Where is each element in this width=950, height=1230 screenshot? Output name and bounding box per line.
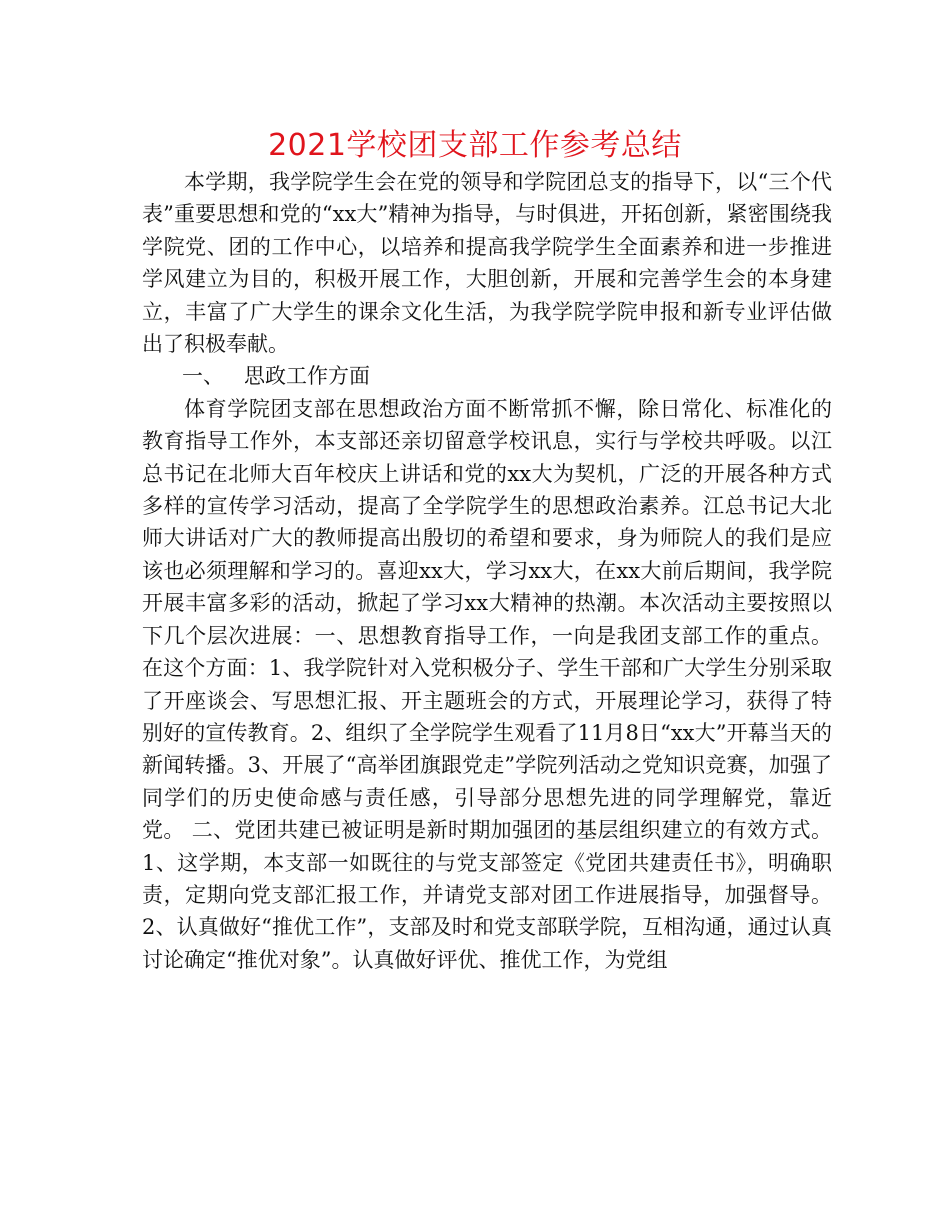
section-heading bbox=[142, 360, 832, 392]
section-paragraph: 体育学院团支部在思想政治方面不断常抓不懈，除日常化、标准化的教育指导工作外，本支部还亲切留意学校讯息，实行与学校共呼吸。以江总书记在北师大百年校庆上讲话和党的xx大为契机，广泛的开展各种方式多样的宣传学习活动，提高了全学院学生的思想政治素养。江总书记大北师大讲话对广大的教师提高出殷切的希望和要求，身为师院人的我们是应该也必须理解和学习的。喜迎xx大，学习xx大，在xx大前后期间，我学院开展丰富多彩的活动，掀起了学习xx大精神的热潮。本次活动主要按照以下几个层次进展：一、思想教育指导工作，一向是我团支部工作的重点。在这个方面：1、我学院针对入党积极分子、学生干部和广大学生分别采取了开座谈会、写思想汇报、开主题班会的方式，开展理论学习，获得了特别好的宣传教育。2、组织了全学院学生观看了11月8日“xx大”开幕当天的新闻转播。3、开展了“高举团旗跟党走”学院列活动之党知识竞赛，加强了同学们的历史使命感与责任感，引导部分思想先进的同学理解党，靠近党。 二、党团共建已被证明是新时期加强团的基层组织建立的有效方式。1、这学期，本支部一如既往的与党支部签定《党团共建责任书》，明确职责，定期向党支部汇报工作，并请党支部对团工作进展指导，加强督导。2、认真做好“推优工作”，支部及时和党支部联学院，互相沟通，通过认真讨论确定“推优对象”。认真做好评优、推优工作，为党组 bbox=[142, 396, 832, 972]
document-body bbox=[142, 166, 832, 976]
section-number: 一、 bbox=[182, 364, 224, 389]
intro-paragraph: 本学期，我学院学生会在党的领导和学院团总支的指导下，以“三个代表”重要思想和党的“xx大”精神为指导，与时俱进，开拓创新，紧密围绕我学院党、团的工作中心，以培养和提高我学院学生全面素养和进一步推进学风建立为目的，积极开展工作，大胆创新，开展和完善学生会的本身建立，丰富了广大学生的课余文化生活，为我学院学院申报和新专业评估做出了积极奉献。 bbox=[142, 170, 832, 357]
document-title: 2021学校团支部工作参考总结 bbox=[268, 128, 682, 163]
section-title: 思政工作方面 bbox=[244, 364, 371, 389]
